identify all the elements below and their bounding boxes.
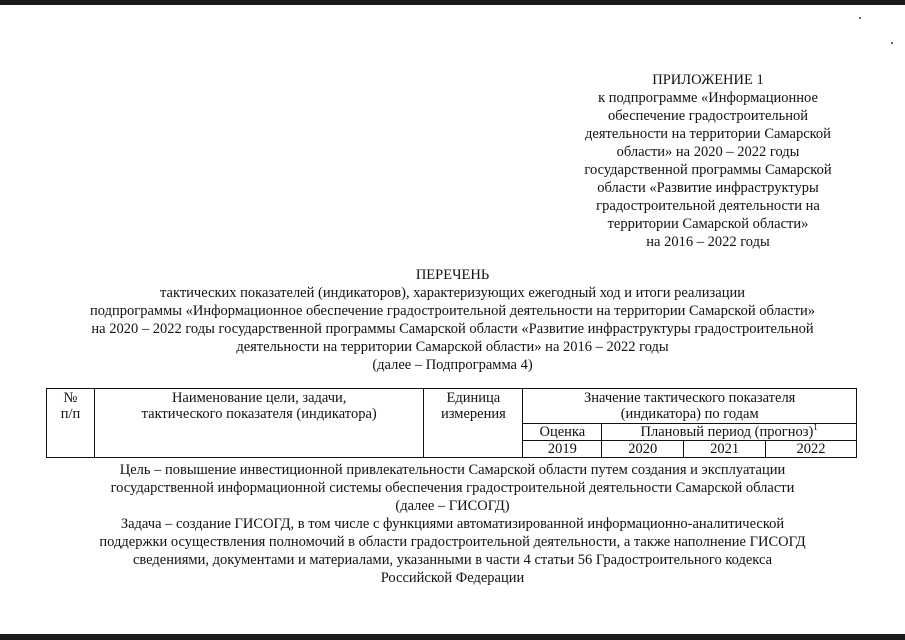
appendix-line: деятельности на территории Самарской	[585, 126, 831, 142]
scan-speck	[859, 17, 861, 19]
task-line: сведениями, документами и материалами, указанными в части 4 статьи 56 Градостроительного кодекса	[132, 552, 773, 568]
col-header-unit: Единица измерения	[424, 389, 523, 458]
year-cell: 2020	[602, 441, 684, 458]
col-header-number: № п/п	[47, 389, 95, 458]
table-header-row	[47, 389, 857, 424]
task-line: Задача – создание ГИСОГД, в том числе с функциями автоматизированной информационно-аналитической	[120, 516, 785, 532]
year-cell: 2019	[523, 441, 602, 458]
scan-bottom-border	[0, 634, 905, 640]
scan-speck	[891, 42, 893, 44]
appendix-line: на 2016 – 2022 годы	[646, 234, 770, 250]
col-header-estimate: Оценка	[523, 424, 602, 441]
appendix-line: к подпрограмме «Информационное	[598, 90, 818, 106]
heading-line: подпрограммы «Информационное обеспечение градостроительной деятельности на территории Самарской области»	[90, 303, 815, 319]
appendix-line: градостроительной деятельности на	[596, 198, 820, 214]
planned-label: Плановый период (прогноз)	[640, 424, 814, 440]
goal-task-block	[40, 461, 865, 587]
heading-line: деятельности на территории Самарской области» на 2016 – 2022 годы	[236, 339, 669, 355]
appendix-line: области» на 2020 – 2022 годы	[616, 144, 800, 160]
appendix-line: ПРИЛОЖЕНИЕ 1	[652, 72, 764, 88]
appendix-line: государственной программы Самарской	[584, 162, 832, 178]
col-header-values: Значение тактического показателя (индикатора) по годам	[523, 389, 857, 424]
appendix-line: обеспечение градостроительной	[607, 108, 809, 124]
scan-top-border	[0, 0, 905, 5]
heading-line: на 2020 – 2022 годы государственной программы Самарской области «Развитие инфраструктуры градостроительной	[91, 321, 814, 337]
col-header-name: Наименование цели, задачи, тактического показателя (индикатора)	[94, 389, 423, 458]
heading-line: тактических показателей (индикаторов), характеризующих ежегодный ход и итоги реализации	[160, 285, 745, 301]
goal-line: государственной информационной системы обеспечения градостроительной деятельности Самарской области	[110, 480, 795, 496]
appendix-block	[560, 71, 856, 251]
appendix-line: области «Развитие инфраструктуры	[597, 180, 819, 196]
heading-line: (далее – Подпрограмма 4)	[372, 357, 533, 373]
col-header-planned	[602, 424, 857, 441]
year-cell: 2022	[766, 441, 857, 458]
goal-line: (далее – ГИСОГД)	[395, 498, 510, 514]
goal-line: Цель – повышение инвестиционной привлекательности Самарской области путем создания и эксплуатации	[119, 462, 786, 478]
document-title: ПЕРЕЧЕНЬ	[415, 267, 490, 283]
task-line: Российской Федерации	[380, 570, 525, 586]
appendix-line: территории Самарской области»	[607, 216, 809, 232]
document-heading	[40, 266, 865, 374]
year-cell: 2021	[684, 441, 766, 458]
indicators-table	[46, 388, 857, 458]
footnote-mark: 1	[813, 422, 818, 433]
task-line: поддержки осуществления полномочий в области градостроительной деятельности, а также наполнение ГИСОГД	[99, 534, 806, 550]
